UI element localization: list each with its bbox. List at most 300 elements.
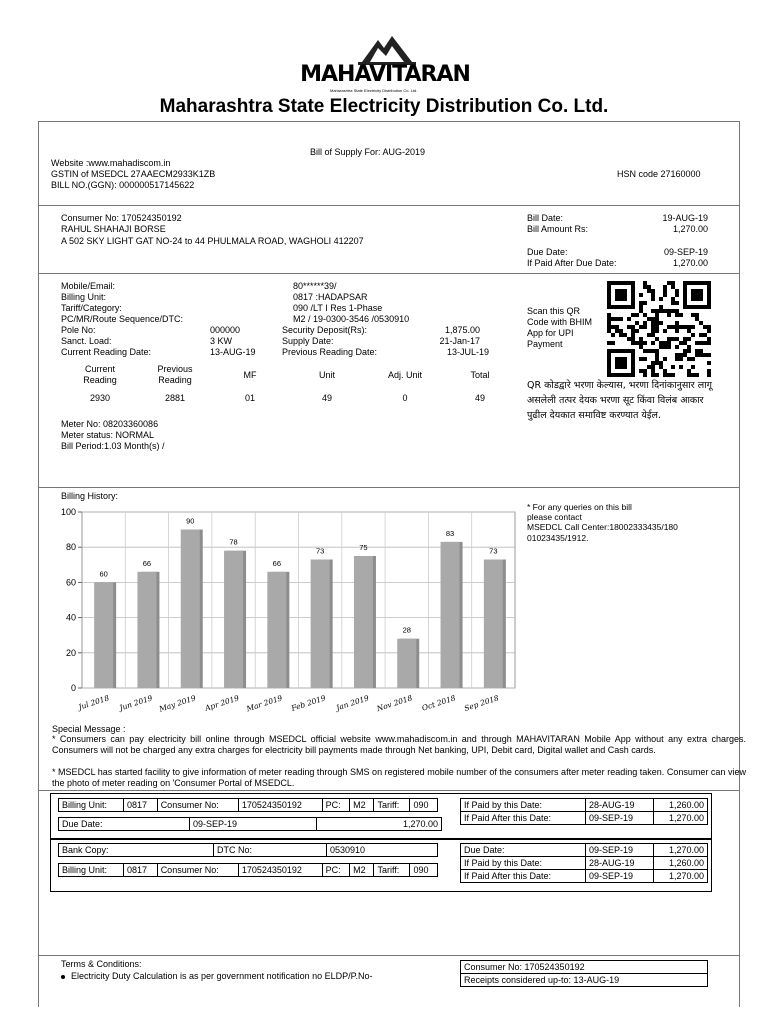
chart-y-tick-label: 20 [65, 647, 76, 658]
divider [38, 273, 739, 274]
qr-module [687, 369, 691, 373]
qr-module [683, 349, 687, 353]
qr-module [675, 309, 679, 313]
qr-module [667, 309, 671, 313]
qr-module [683, 337, 687, 341]
pole-label: Pole No: [61, 325, 96, 335]
qr-module [691, 333, 695, 337]
qr-module [655, 337, 659, 341]
chart-bar [181, 530, 200, 688]
mobile-value: 80******39/ [293, 281, 337, 291]
qr-scan-text-1: Scan this QR [527, 306, 581, 316]
divider [38, 955, 739, 956]
qr-module [703, 325, 707, 329]
slip1-consumer-no: 170524350192 [238, 799, 322, 812]
after-due-label: If Paid After Due Date: [527, 258, 617, 268]
chart-title: Billing History: [61, 491, 119, 501]
qr-module [651, 349, 655, 353]
qr-module [639, 325, 643, 329]
sanct-value: 3 KW [210, 336, 233, 346]
security-value: 1,875.00 [444, 325, 480, 335]
qr-module [651, 317, 655, 321]
website: Website :www.mahadiscom.in [51, 158, 171, 168]
qr-module [639, 341, 643, 345]
qr-module [675, 329, 679, 333]
logo-text: MAHAVITARAN [300, 62, 470, 87]
qr-module [691, 325, 695, 329]
qr-module [655, 361, 659, 365]
reading-previous: 2881 [164, 393, 186, 403]
qr-module [671, 297, 675, 301]
qr-module [679, 357, 683, 361]
chart-data-label: 78 [229, 537, 238, 547]
bullet-icon [61, 975, 65, 979]
qr-module [635, 341, 639, 345]
qr-module [655, 357, 659, 361]
qr-module [615, 325, 619, 329]
qr-module [615, 317, 619, 321]
special-paragraph-2: * MSEDCL has started facility to give information of meter reading through SMS on registered mobile number of the consumers after meter reading taken. Consumer can view the photo of meter reading on 'Consumer Portal of MSEDCL. [52, 767, 746, 788]
slip2-dtc-label: DTC No: [214, 844, 327, 857]
qr-module [607, 329, 611, 333]
qr-module [655, 329, 659, 333]
chart-bar [354, 556, 373, 688]
sanct-label: Sanct. Load: [61, 336, 112, 346]
qr-module [667, 341, 671, 345]
qr-module [675, 301, 679, 305]
qr-finder-module [615, 357, 627, 369]
qr-module [663, 369, 667, 373]
qr-hindi-note: QR कोडद्वारे भरणा केल्यास, भरणा दिनांकानुसार लागू असलेली तत्पर देयक भरणा सूट किंवा विलंब आकार पुढील देयकात समाविष्ट करण्यात येईल. [527, 380, 712, 421]
qr-module [671, 325, 675, 329]
qr-module [643, 369, 647, 373]
slip2-due-amount: 1,270.00 [653, 844, 707, 857]
qr-module [639, 345, 643, 349]
qr-module [643, 325, 647, 329]
chart-x-tick-label: Jan 2019 [335, 693, 371, 713]
hsn-code: HSN code 27160000 [617, 169, 701, 179]
chart-data-label: 66 [142, 558, 152, 568]
qr-module [651, 309, 655, 313]
qr-module [607, 321, 611, 325]
logo-subtext: Maharashtra State Electricity Distribution Co. Ltd. [330, 88, 418, 93]
chart-bar [137, 572, 156, 688]
qr-module [647, 317, 651, 321]
slip1-consumer-label: Consumer No: [157, 799, 238, 812]
qr-module [679, 353, 683, 357]
security-label: Security Deposit(Rs): [282, 325, 368, 335]
qr-scan-text-3: App for UPI [527, 328, 574, 338]
chart-data-label: 60 [99, 569, 108, 579]
qr-module [683, 341, 687, 345]
slip1-amount: 1,270.00 [317, 818, 442, 831]
queries-line-4: 01023435/1912. [527, 533, 589, 543]
qr-finder-module [691, 289, 703, 301]
chart-x-tick-label: Feb 2019 [290, 693, 327, 713]
qr-module [707, 329, 711, 333]
footer-table [460, 960, 708, 987]
qr-module [639, 309, 643, 313]
qr-finder-module [615, 289, 627, 301]
qr-module [635, 321, 639, 325]
qr-module [671, 301, 675, 305]
bill-date: 19-AUG-19 [662, 213, 708, 223]
slip1-pc: M2 [350, 799, 374, 812]
qr-module [675, 289, 679, 293]
prev-date-value: 13-JUL-19 [446, 347, 489, 357]
qr-module [651, 369, 655, 373]
qr-module [683, 325, 687, 329]
chart-bar [224, 551, 243, 688]
qr-module [671, 285, 675, 289]
qr-module [631, 313, 635, 317]
divider [38, 205, 739, 206]
slip2-billing-unit-label: Billing Unit: [59, 864, 124, 877]
chart-y-tick-label: 40 [65, 612, 76, 623]
qr-module [707, 341, 711, 345]
slip1-tariff-label: Tariff: [374, 799, 410, 812]
qr-module [679, 341, 683, 345]
slip1-billing-unit: 0817 [123, 799, 157, 812]
tariff-value: 090 /LT I Res 1-Phase [293, 303, 383, 313]
qr-module [703, 341, 707, 345]
bill-no: BILL NO.(GGN): 000000517145622 [51, 180, 195, 190]
qr-module [667, 281, 671, 285]
slip2-due-label: Due Date: [461, 844, 586, 857]
chart-x-tick-label: May 2019 [158, 693, 197, 714]
terms-item-1 [61, 971, 372, 982]
qr-module [671, 309, 675, 313]
qr-module [707, 353, 711, 357]
qr-module [667, 345, 671, 349]
qr-module [631, 333, 635, 337]
slip2-bank-copy-label: Bank Copy: [59, 844, 214, 857]
qr-module [699, 333, 703, 337]
slip1-billing-unit-label: Billing Unit: [59, 799, 124, 812]
qr-module [655, 373, 659, 377]
qr-module [643, 373, 647, 377]
slip1-due-table [58, 817, 442, 831]
slip1-after-label: If Paid After this Date: [461, 812, 586, 825]
chart-bar [267, 572, 286, 688]
mobile-label: Mobile/Email: [61, 281, 116, 291]
meter-no: Meter No: 08203360086 [61, 419, 159, 429]
reading-header-previous-2: Reading [158, 375, 192, 385]
divider [38, 790, 739, 791]
qr-module [663, 309, 667, 313]
reading-current: 2930 [89, 393, 111, 403]
qr-module [687, 357, 691, 361]
slip2-after-label: If Paid After this Date: [461, 870, 586, 883]
consumer-no: Consumer No: 170524350192 [61, 213, 182, 223]
reading-header-previous: Previous [157, 364, 193, 374]
qr-module [695, 313, 699, 317]
slip2-after-date: 09-SEP-19 [586, 870, 654, 883]
chart-x-tick-label: Sep 2018 [463, 693, 500, 713]
qr-module [651, 293, 655, 297]
qr-module [699, 341, 703, 345]
tariff-label: Tariff/Category: [61, 303, 122, 313]
reading-adj: 0 [402, 393, 408, 403]
qr-module [627, 317, 631, 321]
qr-module [651, 297, 655, 301]
qr-module [631, 337, 635, 341]
qr-module [643, 281, 647, 285]
chart-bar [94, 582, 113, 688]
qr-module [663, 373, 667, 377]
slip2-by-amount: 1,260.00 [653, 857, 707, 870]
slip1-left-table [58, 798, 438, 812]
qr-module [663, 341, 667, 345]
qr-module [707, 361, 711, 365]
slip1-by-amount: 1,260.00 [653, 799, 707, 812]
qr-module [647, 285, 651, 289]
reading-header-adj: Adj. Unit [387, 370, 422, 380]
chart-y-tick-label: 0 [70, 683, 76, 693]
qr-module [667, 325, 671, 329]
qr-module [651, 325, 655, 329]
supply-value: 21-Jan-17 [439, 336, 480, 346]
qr-module [651, 333, 655, 337]
qr-module [659, 361, 663, 365]
gstin: GSTIN of MSEDCL 27AAECM2933K1ZB [51, 169, 216, 179]
company-name: Maharashtra State Electricity Distribution Co. Ltd. [159, 96, 609, 117]
chart-y-tick-label: 100 [60, 507, 76, 517]
chart-data-label: 83 [445, 528, 455, 538]
qr-module [647, 365, 651, 369]
bill-amount-label: Bill Amount Rs: [527, 224, 589, 234]
slip2-billing-unit: 0817 [123, 864, 157, 877]
slip2-consumer-label: Consumer No: [157, 864, 238, 877]
slip2-dtc: 0530910 [327, 844, 438, 857]
qr-module [703, 353, 707, 357]
qr-module [695, 373, 699, 377]
qr-module [675, 325, 679, 329]
qr-module [707, 373, 711, 377]
bill-amount: 1,270.00 [672, 224, 708, 234]
qr-module [643, 285, 647, 289]
slip1-tariff: 090 [410, 799, 438, 812]
queries-line-1: * For any queries on this bill [527, 502, 632, 512]
slip1-pc-label: PC: [322, 799, 349, 812]
chart-x-tick-label: Apr 2019 [203, 693, 241, 713]
slip2-tariff-label: Tariff: [374, 864, 410, 877]
qr-module [635, 313, 639, 317]
qr-module [655, 317, 659, 321]
qr-module [667, 337, 671, 341]
qr-module [671, 373, 675, 377]
qr-module [659, 305, 663, 309]
reading-total: 49 [474, 393, 485, 403]
qr-module [651, 361, 655, 365]
reading-header-mf: MF [243, 370, 257, 380]
chart-data-label: 73 [315, 546, 325, 556]
qr-module [607, 313, 611, 317]
slip1-after-date: 09-SEP-19 [586, 812, 654, 825]
qr-module [699, 321, 703, 325]
qr-module [691, 357, 695, 361]
qr-module [643, 341, 647, 345]
qr-module [651, 321, 655, 325]
qr-module [687, 373, 691, 377]
qr-module [675, 293, 679, 297]
qr-module [691, 373, 695, 377]
after-due-amount: 1,270.00 [672, 258, 708, 268]
qr-module [671, 365, 675, 369]
qr-module [635, 329, 639, 333]
qr-module [619, 333, 623, 337]
reading-header-unit: Unit [318, 370, 335, 380]
qr-module [695, 317, 699, 321]
qr-module [691, 365, 695, 369]
terms-title: Terms & Conditions: [61, 959, 142, 969]
qr-module [631, 341, 635, 345]
qr-module [627, 325, 631, 329]
chart-x-tick-label: Mar 2019 [245, 693, 284, 714]
qr-module [619, 329, 623, 333]
qr-module [659, 297, 663, 301]
qr-module [639, 357, 643, 361]
qr-module [607, 325, 611, 329]
pole-value: 000000 [210, 325, 241, 335]
qr-module [707, 337, 711, 341]
qr-module [651, 365, 655, 369]
qr-module [643, 313, 647, 317]
chart-x-tick-label: Nov 2018 [375, 693, 414, 714]
qr-module [651, 373, 655, 377]
bill-of-supply: Bill of Supply For: AUG-2019 [310, 147, 426, 157]
qr-module [671, 337, 675, 341]
prev-date-label: Previous Reading Date: [282, 347, 378, 357]
reading-header-current-2: Reading [83, 375, 117, 385]
qr-module [699, 353, 703, 357]
chart-data-label: 28 [402, 625, 411, 635]
qr-module [651, 341, 655, 345]
chart-y-tick-label: 80 [65, 542, 76, 553]
slip2-due: 09-SEP-19 [586, 844, 654, 857]
reading-header-total: Total [470, 370, 490, 380]
qr-module [651, 289, 655, 293]
slip2-after-amount: 1,270.00 [653, 870, 707, 883]
chart-data-label: 66 [272, 558, 282, 568]
billing-unit-label: Billing Unit: [61, 292, 107, 302]
chart-data-label: 90 [186, 516, 195, 526]
qr-module [643, 301, 647, 305]
pc-value: M2 / 19-0300-3546 /0530910 [293, 314, 410, 324]
qr-module [667, 373, 671, 377]
reading-mf: 01 [244, 393, 255, 403]
consumer-address: A 502 SKY LIGHT GAT NO-24 to 44 PHULMALA ROAD, WAGHOLI 412207 [61, 236, 364, 246]
qr-module [675, 345, 679, 349]
slip2-right-table [460, 843, 708, 883]
qr-scan-text-4: Payment [527, 339, 563, 349]
qr-module [687, 329, 691, 333]
slip2-left-table [58, 863, 438, 877]
qr-module [607, 341, 611, 345]
qr-module [655, 353, 659, 357]
qr-module [659, 345, 663, 349]
queries-line-2: please contact [527, 512, 582, 522]
footer-receipts: Receipts considered up-to: 13-AUG-19 [461, 974, 708, 987]
chart-bar [397, 639, 416, 688]
qr-module [691, 313, 695, 317]
qr-module [699, 349, 703, 353]
qr-module [615, 329, 619, 333]
qr-module [647, 289, 651, 293]
qr-module [663, 293, 667, 297]
qr-code-icon [607, 281, 711, 377]
qr-module [707, 325, 711, 329]
slip2-bank-table [58, 843, 438, 857]
qr-module [623, 333, 627, 337]
qr-module [695, 341, 699, 345]
chart-data-label: 75 [359, 543, 368, 552]
qr-module [631, 329, 635, 333]
qr-module [655, 321, 659, 325]
supply-label: Supply Date: [282, 336, 334, 346]
slip1-due-label: Due Date: [59, 818, 190, 831]
qr-module [611, 333, 615, 337]
qr-module [683, 353, 687, 357]
qr-module [639, 301, 643, 305]
qr-module [659, 365, 663, 369]
qr-module [687, 337, 691, 341]
chart-bar [311, 560, 330, 688]
chart-data-label: 73 [489, 546, 498, 556]
slip1-due: 09-SEP-19 [190, 818, 317, 831]
terms-item-1-text: Electricity Duty Calculation is as per government notification no ELDP/P.No- [71, 971, 373, 981]
slip2-pc-label: PC: [322, 864, 349, 877]
special-title: Special Message : [52, 724, 126, 734]
reading-header-current: Current [84, 364, 115, 374]
queries-line-3: MSEDCL Call Center:18002333435/180 [527, 522, 678, 532]
qr-module [703, 333, 707, 337]
slip2-by-label: If Paid by this Date: [461, 857, 586, 870]
qr-module [659, 321, 663, 325]
meter-status: Meter status: NORMAL [61, 430, 155, 440]
qr-module [639, 305, 643, 309]
qr-module [679, 365, 683, 369]
chart-x-tick-label: Jul 2018 [77, 693, 111, 712]
qr-module [659, 309, 663, 313]
slip1-after-amount: 1,270.00 [653, 812, 707, 825]
qr-module [639, 337, 643, 341]
chart-bar [484, 560, 503, 688]
qr-module [619, 317, 623, 321]
pc-label: PC/MR/Route Sequence/DTC: [61, 314, 184, 324]
billing-history-chart [60, 505, 520, 730]
qr-module [643, 321, 647, 325]
bill-period: Bill Period:1.03 Month(s) / [61, 441, 165, 451]
qr-module [655, 309, 659, 313]
curr-date-value: 13-AUG-19 [210, 347, 256, 357]
qr-module [631, 325, 635, 329]
special-paragraph-1: * Consumers can pay electricity bill online through MSEDCL official website www.mahadiscom.in and through MAHAVITARAN Mobile App without any extra charges. Consumers will not be charged any extra charges for electricity bill payments made through Net banking, UPI, Debit card, Digital wallet and Cash cards. [52, 734, 746, 755]
qr-module [675, 353, 679, 357]
qr-module [663, 289, 667, 293]
qr-module [687, 325, 691, 329]
qr-module [675, 357, 679, 361]
qr-module [663, 329, 667, 333]
qr-module [611, 325, 615, 329]
qr-module [611, 317, 615, 321]
qr-module [647, 349, 651, 353]
footer-consumer-no: Consumer No: 170524350192 [461, 961, 708, 974]
slip1-by-label: If Paid by this Date: [461, 799, 586, 812]
qr-module [675, 313, 679, 317]
qr-module [707, 369, 711, 373]
consumer-name: RAHUL SHAHAJI BORSE [61, 224, 166, 234]
